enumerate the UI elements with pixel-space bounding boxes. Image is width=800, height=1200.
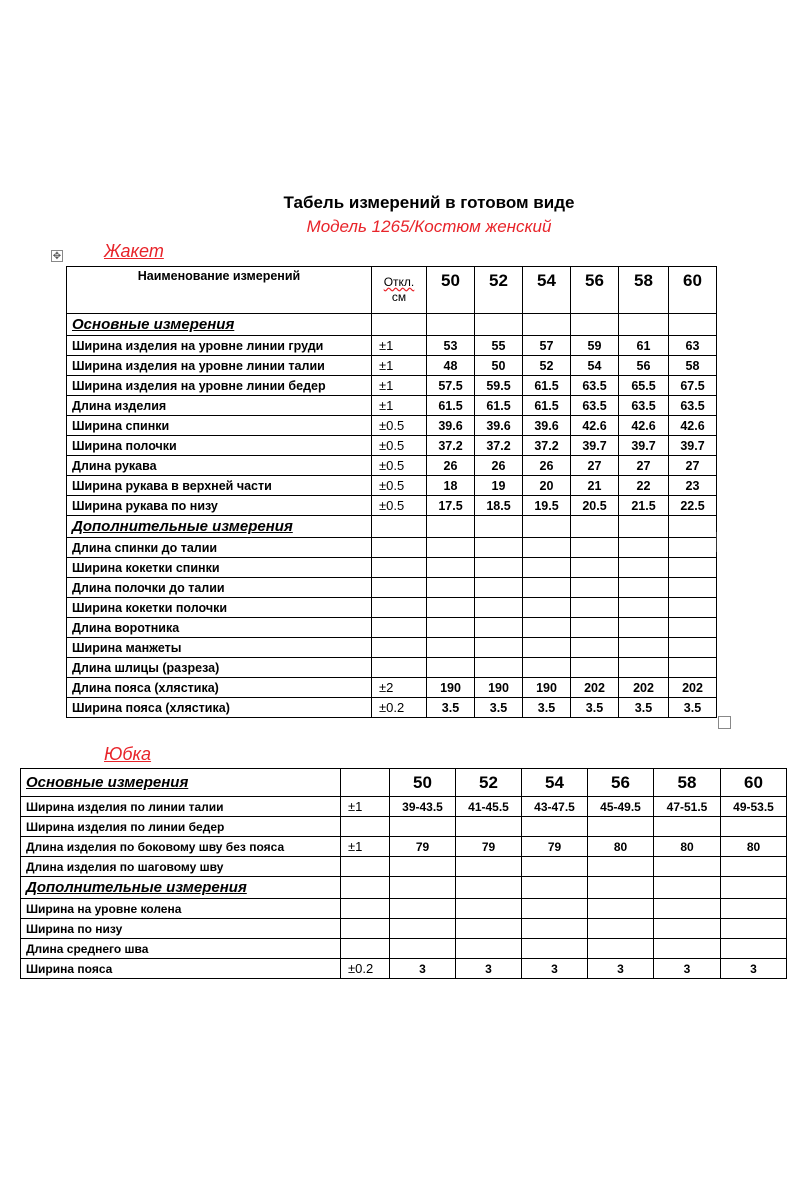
table-row <box>67 678 717 698</box>
value-cell <box>522 817 588 837</box>
value-cell: 39.6 <box>427 416 475 436</box>
tolerance-cell <box>341 919 390 939</box>
value-cell: 21 <box>571 476 619 496</box>
value-cell: 18 <box>427 476 475 496</box>
value-cell: 39-43.5 <box>390 797 456 817</box>
section-row <box>67 516 717 538</box>
value-cell: 57.5 <box>427 376 475 396</box>
value-cell: 42.6 <box>619 416 669 436</box>
value-cell: 39.7 <box>669 436 717 456</box>
table-row <box>21 797 787 817</box>
value-cell: 3 <box>721 959 787 979</box>
empty-cell <box>721 877 787 899</box>
value-cell <box>427 618 475 638</box>
value-cell: 41-45.5 <box>456 797 522 817</box>
skirt-measurements-table <box>20 768 787 979</box>
value-cell: 42.6 <box>669 416 717 436</box>
measurement-name: Длина изделия по боковому шву без пояса <box>21 837 341 857</box>
value-cell <box>669 578 717 598</box>
size-header: 54 <box>523 267 571 314</box>
empty-cell <box>669 516 717 538</box>
value-cell: 37.2 <box>475 436 523 456</box>
value-cell <box>475 658 523 678</box>
value-cell: 190 <box>523 678 571 698</box>
value-cell: 26 <box>475 456 523 476</box>
table-row <box>67 698 717 718</box>
table-row <box>67 496 717 516</box>
empty-cell <box>523 314 571 336</box>
value-cell: 22.5 <box>669 496 717 516</box>
value-cell <box>475 558 523 578</box>
empty-cell <box>669 314 717 336</box>
value-cell: 79 <box>390 837 456 857</box>
empty-cell <box>456 877 522 899</box>
value-cell <box>571 618 619 638</box>
table-row <box>67 436 717 456</box>
empty-cell <box>475 516 523 538</box>
value-cell <box>427 558 475 578</box>
value-cell: 63.5 <box>669 396 717 416</box>
measurement-name: Ширина спинки <box>67 416 372 436</box>
value-cell <box>571 598 619 618</box>
value-cell <box>721 939 787 959</box>
value-cell: 37.2 <box>427 436 475 456</box>
table-row <box>67 558 717 578</box>
value-cell: 39.6 <box>523 416 571 436</box>
value-cell: 3 <box>654 959 721 979</box>
value-cell: 19 <box>475 476 523 496</box>
value-cell <box>427 598 475 618</box>
tolerance-cell: ±1 <box>341 797 390 817</box>
value-cell <box>475 578 523 598</box>
value-cell <box>475 638 523 658</box>
value-cell: 79 <box>456 837 522 857</box>
value-cell <box>571 558 619 578</box>
value-cell <box>522 919 588 939</box>
value-cell <box>427 578 475 598</box>
value-cell: 52 <box>523 356 571 376</box>
value-cell: 27 <box>619 456 669 476</box>
value-cell: 63.5 <box>571 376 619 396</box>
tolerance-cell: ±0.5 <box>372 476 427 496</box>
value-cell: 80 <box>721 837 787 857</box>
empty-cell <box>341 769 390 797</box>
section-heading: Дополнительные измерения <box>67 516 372 538</box>
value-cell <box>523 538 571 558</box>
tolerance-cell: ±1 <box>372 396 427 416</box>
value-cell <box>588 817 654 837</box>
section-row <box>67 314 717 336</box>
measurement-name: Ширина рукава в верхней части <box>67 476 372 496</box>
value-cell: 59 <box>571 336 619 356</box>
value-cell: 23 <box>669 476 717 496</box>
value-cell <box>427 638 475 658</box>
value-cell: 3.5 <box>475 698 523 718</box>
value-cell <box>669 558 717 578</box>
table-row <box>21 919 787 939</box>
value-cell <box>456 899 522 919</box>
value-cell <box>721 919 787 939</box>
value-cell: 190 <box>427 678 475 698</box>
value-cell <box>654 919 721 939</box>
table-row <box>67 416 717 436</box>
value-cell: 63 <box>669 336 717 356</box>
value-cell: 42.6 <box>571 416 619 436</box>
text-cursor <box>716 532 717 552</box>
value-cell <box>475 598 523 618</box>
value-cell <box>523 598 571 618</box>
table-row <box>67 336 717 356</box>
value-cell <box>427 538 475 558</box>
value-cell <box>654 817 721 837</box>
tolerance-cell: ±1 <box>341 837 390 857</box>
value-cell <box>721 817 787 837</box>
measurement-name: Ширина изделия по линии бедер <box>21 817 341 837</box>
value-cell: 3 <box>390 959 456 979</box>
table-move-handle-icon[interactable]: ✥ <box>52 251 62 262</box>
measurement-name: Ширина кокетки спинки <box>67 558 372 578</box>
empty-cell <box>523 516 571 538</box>
value-cell <box>588 857 654 877</box>
jacket-measurements-table <box>66 266 717 718</box>
tolerance-cell <box>372 638 427 658</box>
measurement-name: Ширина изделия на уровне линии талии <box>67 356 372 376</box>
empty-cell <box>571 516 619 538</box>
value-cell: 17.5 <box>427 496 475 516</box>
model-subtitle: Модель 1265/Костюм женский <box>306 217 552 236</box>
value-cell <box>721 857 787 877</box>
value-cell <box>619 538 669 558</box>
document-title: Табель измерений в готовом виде <box>283 193 575 212</box>
size-header: 50 <box>390 769 456 797</box>
value-cell: 59.5 <box>475 376 523 396</box>
empty-cell <box>588 877 654 899</box>
tolerance-cell: ±0.5 <box>372 416 427 436</box>
table-row <box>21 817 787 837</box>
value-cell <box>571 658 619 678</box>
measurement-name: Ширина изделия на уровне линии груди <box>67 336 372 356</box>
value-cell: 37.2 <box>523 436 571 456</box>
tolerance-cell <box>372 618 427 638</box>
empty-cell <box>619 314 669 336</box>
size-header: 60 <box>669 267 717 314</box>
value-cell: 79 <box>522 837 588 857</box>
value-cell <box>588 939 654 959</box>
value-cell <box>523 638 571 658</box>
table-row <box>67 658 717 678</box>
value-cell: 19.5 <box>523 496 571 516</box>
value-cell: 49-53.5 <box>721 797 787 817</box>
value-cell: 61.5 <box>427 396 475 416</box>
value-cell <box>654 857 721 877</box>
size-header: 52 <box>475 267 523 314</box>
tolerance-cell <box>372 598 427 618</box>
tolerance-cell: ±1 <box>372 376 427 396</box>
tolerance-cell: ±0.2 <box>341 959 390 979</box>
empty-cell <box>619 516 669 538</box>
size-header: 52 <box>456 769 522 797</box>
skirt-label: Юбка <box>104 744 152 764</box>
value-cell <box>523 658 571 678</box>
size-header: 54 <box>522 769 588 797</box>
section-heading: Дополнительные измерения <box>21 877 341 899</box>
measurement-name: Ширина по низу <box>21 919 341 939</box>
value-cell: 43-47.5 <box>522 797 588 817</box>
value-cell <box>619 658 669 678</box>
tolerance-cell: ±2 <box>372 678 427 698</box>
value-cell: 26 <box>523 456 571 476</box>
table-row <box>67 376 717 396</box>
value-cell <box>669 618 717 638</box>
value-cell: 3.5 <box>523 698 571 718</box>
table-row <box>67 598 717 618</box>
value-cell: 80 <box>654 837 721 857</box>
value-cell <box>456 857 522 877</box>
table-row <box>67 578 717 598</box>
value-cell <box>522 939 588 959</box>
value-cell: 55 <box>475 336 523 356</box>
jacket-label: Жакет <box>104 241 164 261</box>
empty-cell <box>427 314 475 336</box>
value-cell <box>654 939 721 959</box>
value-cell: 20 <box>523 476 571 496</box>
size-header: 56 <box>588 769 654 797</box>
measurement-name: Длина воротника <box>67 618 372 638</box>
value-cell: 61.5 <box>475 396 523 416</box>
value-cell <box>669 598 717 618</box>
value-cell <box>522 899 588 919</box>
measurement-name: Ширина изделия на уровне линии бедер <box>67 376 372 396</box>
value-cell: 45-49.5 <box>588 797 654 817</box>
value-cell: 67.5 <box>669 376 717 396</box>
value-cell: 65.5 <box>619 376 669 396</box>
measurement-name: Длина полочки до талии <box>67 578 372 598</box>
table-row <box>21 857 787 877</box>
table-row <box>67 396 717 416</box>
value-cell <box>619 558 669 578</box>
measurement-name: Длина рукава <box>67 456 372 476</box>
measurement-name: Длина спинки до талии <box>67 538 372 558</box>
tolerance-cell <box>341 899 390 919</box>
table-row <box>21 959 787 979</box>
value-cell: 202 <box>669 678 717 698</box>
value-cell: 202 <box>571 678 619 698</box>
value-cell: 54 <box>571 356 619 376</box>
section-heading: Основные измерения <box>21 769 341 797</box>
value-cell <box>390 817 456 837</box>
value-cell <box>523 558 571 578</box>
tolerance-cell <box>341 817 390 837</box>
tolerance-cell <box>372 658 427 678</box>
empty-cell <box>571 314 619 336</box>
value-cell <box>475 618 523 638</box>
measurement-name: Ширина пояса <box>21 959 341 979</box>
tolerance-cell: ±0.5 <box>372 436 427 456</box>
section-row <box>21 877 787 899</box>
measurement-name: Длина среднего шва <box>21 939 341 959</box>
tolerance-cell: ±1 <box>372 356 427 376</box>
value-cell <box>619 578 669 598</box>
value-cell <box>390 857 456 877</box>
measurement-name: Ширина на уровне колена <box>21 899 341 919</box>
table-resize-handle[interactable] <box>718 716 731 729</box>
size-header: 50 <box>427 267 475 314</box>
tolerance-cell: ±1 <box>372 336 427 356</box>
value-cell <box>523 618 571 638</box>
measurement-name: Длина шлицы (разреза) <box>67 658 372 678</box>
value-cell <box>669 658 717 678</box>
empty-cell <box>475 314 523 336</box>
value-cell <box>456 817 522 837</box>
value-cell: 22 <box>619 476 669 496</box>
value-cell <box>654 899 721 919</box>
value-cell: 61.5 <box>523 396 571 416</box>
value-cell: 21.5 <box>619 496 669 516</box>
measurement-name: Длина пояса (хлястика) <box>67 678 372 698</box>
value-cell <box>669 638 717 658</box>
measurement-name: Ширина изделия по линии талии <box>21 797 341 817</box>
value-cell <box>571 538 619 558</box>
value-cell: 61.5 <box>523 376 571 396</box>
value-cell <box>619 598 669 618</box>
value-cell: 63.5 <box>619 396 669 416</box>
value-cell <box>588 919 654 939</box>
value-cell <box>571 638 619 658</box>
value-cell: 58 <box>669 356 717 376</box>
tolerance-cell: ±0.5 <box>372 496 427 516</box>
value-cell: 27 <box>571 456 619 476</box>
measurement-name: Ширина полочки <box>67 436 372 456</box>
table-row <box>67 538 717 558</box>
value-cell: 3 <box>588 959 654 979</box>
table-row <box>21 939 787 959</box>
tolerance-cell <box>372 538 427 558</box>
table-row <box>67 456 717 476</box>
table-row <box>21 899 787 919</box>
value-cell: 50 <box>475 356 523 376</box>
section-heading: Основные измерения <box>67 314 372 336</box>
value-cell: 80 <box>588 837 654 857</box>
table-row <box>67 476 717 496</box>
value-cell: 18.5 <box>475 496 523 516</box>
size-header: 56 <box>571 267 619 314</box>
tolerance-column-header <box>372 267 427 314</box>
tolerance-cell: ±0.2 <box>372 698 427 718</box>
section-row <box>21 769 787 797</box>
size-header: 60 <box>721 769 787 797</box>
value-cell: 27 <box>669 456 717 476</box>
empty-cell <box>427 516 475 538</box>
table-row <box>67 618 717 638</box>
value-cell: 39.7 <box>619 436 669 456</box>
value-cell <box>390 919 456 939</box>
empty-cell <box>654 877 721 899</box>
value-cell: 63.5 <box>571 396 619 416</box>
value-cell: 3.5 <box>571 698 619 718</box>
measurement-name: Ширина манжеты <box>67 638 372 658</box>
value-cell <box>390 899 456 919</box>
value-cell: 47-51.5 <box>654 797 721 817</box>
value-cell <box>619 618 669 638</box>
value-cell <box>721 899 787 919</box>
empty-cell <box>390 877 456 899</box>
tolerance-cell <box>341 857 390 877</box>
value-cell <box>475 538 523 558</box>
name-column-header: Наименование измерений <box>67 267 372 314</box>
value-cell: 61 <box>619 336 669 356</box>
value-cell <box>390 939 456 959</box>
value-cell <box>523 578 571 598</box>
value-cell: 3.5 <box>427 698 475 718</box>
value-cell <box>456 919 522 939</box>
empty-cell <box>341 877 390 899</box>
value-cell <box>427 658 475 678</box>
value-cell: 48 <box>427 356 475 376</box>
tolerance-header-line2: см <box>391 290 407 304</box>
value-cell: 26 <box>427 456 475 476</box>
value-cell <box>522 857 588 877</box>
value-cell <box>669 538 717 558</box>
tolerance-header-line1: Откл. <box>383 275 415 289</box>
value-cell: 39.7 <box>571 436 619 456</box>
measurement-name: Ширина пояса (хлястика) <box>67 698 372 718</box>
measurement-name: Ширина кокетки полочки <box>67 598 372 618</box>
measurement-name: Длина изделия по шаговому шву <box>21 857 341 877</box>
value-cell: 3 <box>522 959 588 979</box>
measurement-name: Ширина рукава по низу <box>67 496 372 516</box>
table-row <box>67 356 717 376</box>
empty-cell <box>522 877 588 899</box>
tolerance-cell <box>341 939 390 959</box>
value-cell: 3.5 <box>619 698 669 718</box>
tolerance-cell <box>372 578 427 598</box>
tolerance-cell: ±0.5 <box>372 456 427 476</box>
value-cell: 39.6 <box>475 416 523 436</box>
table-row <box>21 837 787 857</box>
value-cell: 190 <box>475 678 523 698</box>
empty-cell <box>372 516 427 538</box>
value-cell: 3.5 <box>669 698 717 718</box>
header-row <box>67 267 717 314</box>
value-cell <box>456 939 522 959</box>
tolerance-cell <box>372 558 427 578</box>
value-cell: 53 <box>427 336 475 356</box>
measurement-name: Длина изделия <box>67 396 372 416</box>
size-header: 58 <box>654 769 721 797</box>
value-cell: 202 <box>619 678 669 698</box>
value-cell: 57 <box>523 336 571 356</box>
value-cell: 56 <box>619 356 669 376</box>
empty-cell <box>372 314 427 336</box>
value-cell <box>619 638 669 658</box>
value-cell: 20.5 <box>571 496 619 516</box>
table-row <box>67 638 717 658</box>
value-cell: 3 <box>456 959 522 979</box>
value-cell <box>588 899 654 919</box>
value-cell <box>571 578 619 598</box>
size-header: 58 <box>619 267 669 314</box>
